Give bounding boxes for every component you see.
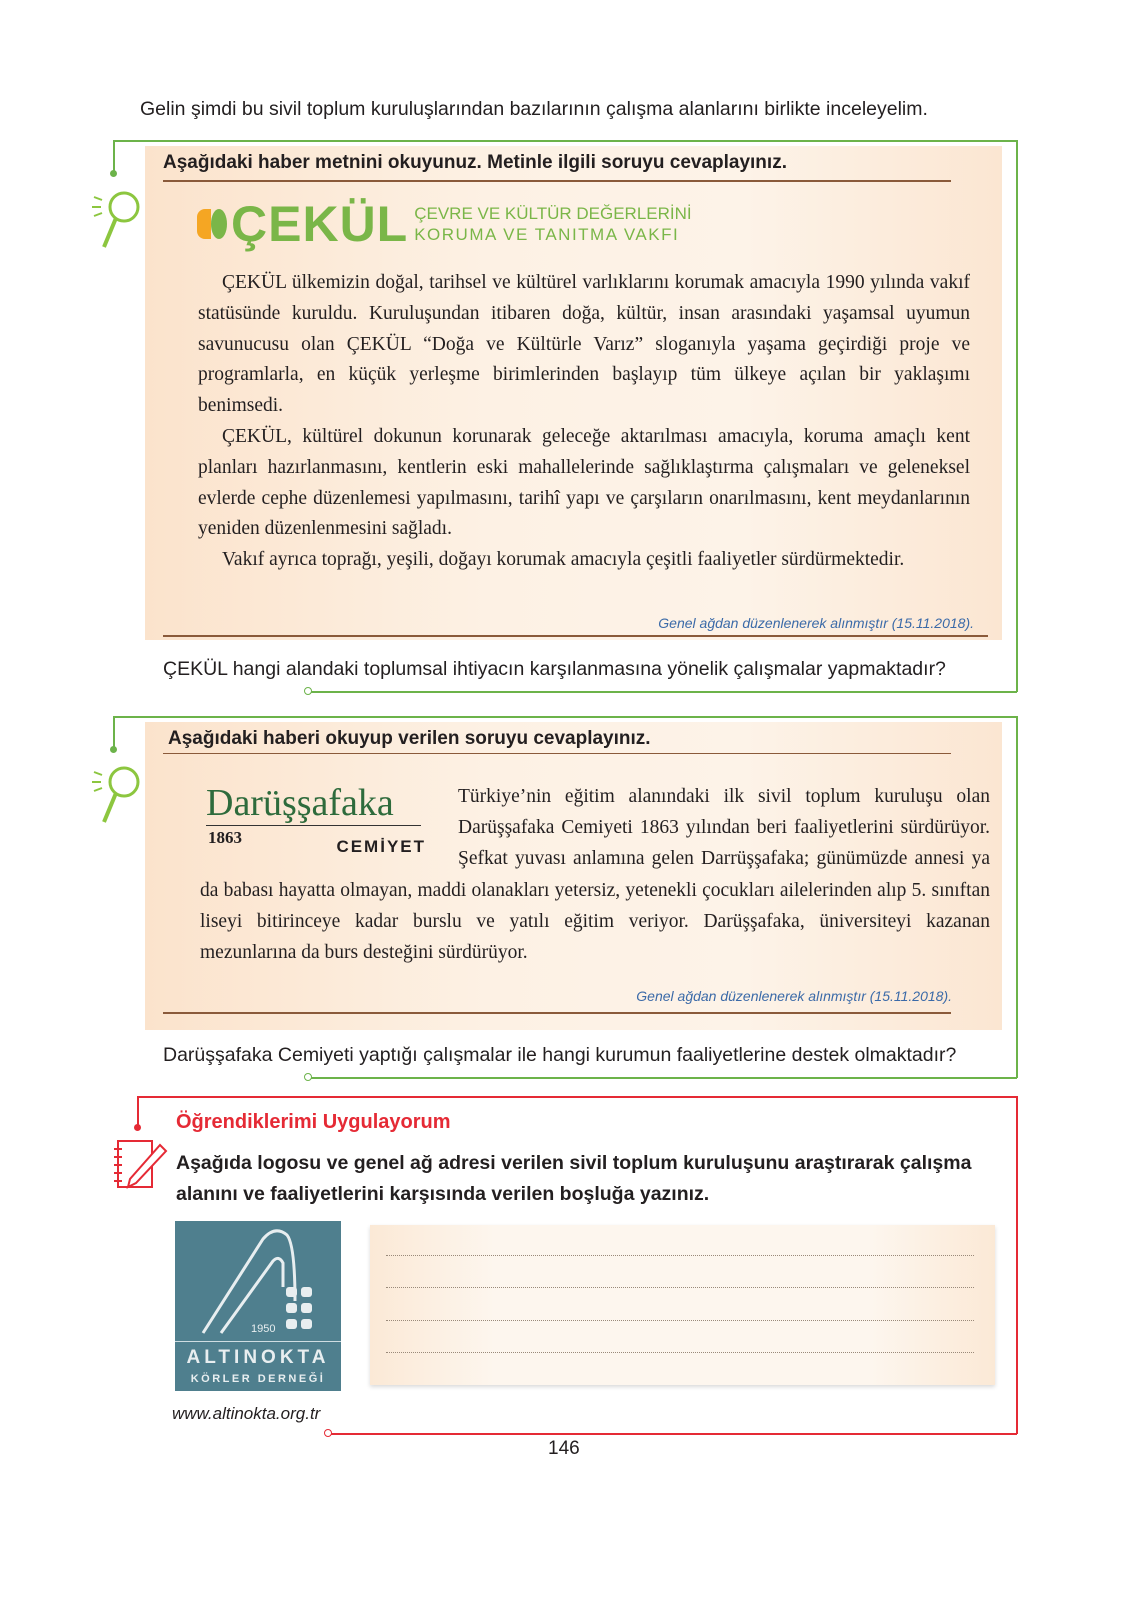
box-border bbox=[113, 716, 115, 748]
box-border bbox=[330, 1433, 1017, 1435]
website-link[interactable]: www.altinokta.org.tr bbox=[172, 1404, 321, 1423]
heading-underline bbox=[163, 753, 951, 754]
darussafaka-logo: Darüşşafaka 1863 CEMİYET bbox=[206, 782, 426, 856]
instruction-text: Aşağıda logosu ve genel ağ adresi verilen sivil toplum kuruluşunu araştırarak çalışma alanını ve faaliyetlerini karşısında verilen boşluğa yazınız. bbox=[176, 1152, 972, 1205]
border-dot bbox=[324, 1429, 332, 1437]
altinokta-logo: 1950 ALTINOKTA KÖRLER DERNEĞİ bbox=[175, 1221, 341, 1391]
article-underline bbox=[163, 1012, 951, 1014]
question-text: Darüşşafaka Cemiyeti yaptığı çalışmalar ile hangi kurumun faaliyetlerine destek olmaktadır? bbox=[163, 1044, 957, 1066]
border-dot bbox=[304, 1073, 312, 1081]
box-border bbox=[310, 1077, 1017, 1079]
box-border bbox=[1016, 140, 1018, 692]
article-underline bbox=[163, 635, 988, 637]
heading-underline bbox=[163, 180, 951, 182]
box-border bbox=[113, 140, 115, 172]
answer-area[interactable] bbox=[370, 1225, 995, 1385]
box-border bbox=[113, 716, 1017, 718]
intro-text: Gelin şimdi bu sivil toplum kuruluşlarından bazılarının çalışma alanlarını birlikte inceleyelim. bbox=[140, 98, 928, 120]
article-text: ÇEKÜL ülkemizin doğal, tarihsel ve kültürel varlıklarını korumak amacıyla 1990 yılında vakıf statüsünde kuruldu. Kuruluşundan itibaren doğa, kültür, insan arasındaki yaşamsal uyumun savunucusu olan ÇEKÜL “Doğa ve Kültürle Varız” sloganıyla yaşama geçirdiği proje ve programlarla, en küçük yerleşme birimlerinden başlayıp tüm ülkeye açılan bir yaklaşımı benimsedi. ÇEKÜL, kültürel dokunun korunarak geleceğe aktarılması amacıyla, koruma amaçlı kent planları hazırlanmasını, kentlerin eski mahallelerinde sağlıklaştırma çalışmaları ve geleneksel evlerde cephe düzenlemesi yapılmasını, tarihî yapı ve çarşıların onarılmasını, kent meydanlarının yeniden düzenlenmesini sağladı. Vakıf ayrıca toprağı, yeşili, doğayı korumak amacıyla çeşitli faaliyetler sürdürmektedir. bbox=[198, 272, 970, 571]
border-dot bbox=[110, 746, 117, 753]
border-dot bbox=[110, 170, 117, 177]
answer-line bbox=[386, 1287, 974, 1288]
border-dot bbox=[304, 687, 312, 695]
source-note: Genel ağdan düzenlenerek alınmıştır (15.11.2018). bbox=[636, 988, 952, 1004]
notebook-pen-icon bbox=[112, 1135, 168, 1191]
cekul-logo: ÇEKÜL ÇEVRE VE KÜLTÜR DEĞERLERİNİ KORUMA VE TANITMA VAKFI bbox=[197, 198, 692, 250]
question-text: ÇEKÜL hangi alandaki toplumsal ihtiyacın karşılanmasına yönelik çalışmalar yapmaktadır? bbox=[163, 658, 946, 680]
page-number: 146 bbox=[548, 1438, 580, 1459]
section-title: Öğrendiklerimi Uygulayorum bbox=[176, 1111, 451, 1133]
box-border bbox=[137, 1096, 1017, 1098]
box-border bbox=[310, 691, 1017, 693]
box-border bbox=[1016, 716, 1018, 1078]
box-heading: Aşağıdaki haber metnini okuyunuz. Metinle ilgili soruyu cevaplayınız. bbox=[163, 152, 787, 173]
box-heading: Aşağıdaki haberi okuyup verilen soruyu cevaplayınız. bbox=[168, 728, 651, 749]
box-border bbox=[113, 140, 1017, 142]
border-dot bbox=[134, 1124, 141, 1131]
source-note: Genel ağdan düzenlenerek alınmıştır (15.11.2018). bbox=[658, 615, 974, 631]
answer-line bbox=[386, 1352, 974, 1353]
article-text: Türkiye’nin eğitim alanındaki ilk sivil toplum kuruluşu olan Darüşşafaka Cemiyeti 1863 yılından beri faaliyetlerini sürdürüyor. Şefkat yuvası anlamına gelen Darrüşşafaka; günümüzde annesi ya da babası hayatta olmayan, maddi olanakları yetersiz, yetenekli çocukları ailelerinden alıp 5. sınıftan liseyi bitirinceye kadar burslu ve yatılı eğitim veriyor. Darüşşafaka, üniversiteyi kazanan mezunlarına da burs desteğini sürdürüyor. bbox=[200, 786, 990, 964]
answer-line bbox=[386, 1320, 974, 1321]
box-border bbox=[1016, 1096, 1018, 1434]
box-border bbox=[137, 1096, 139, 1126]
answer-line bbox=[386, 1255, 974, 1256]
